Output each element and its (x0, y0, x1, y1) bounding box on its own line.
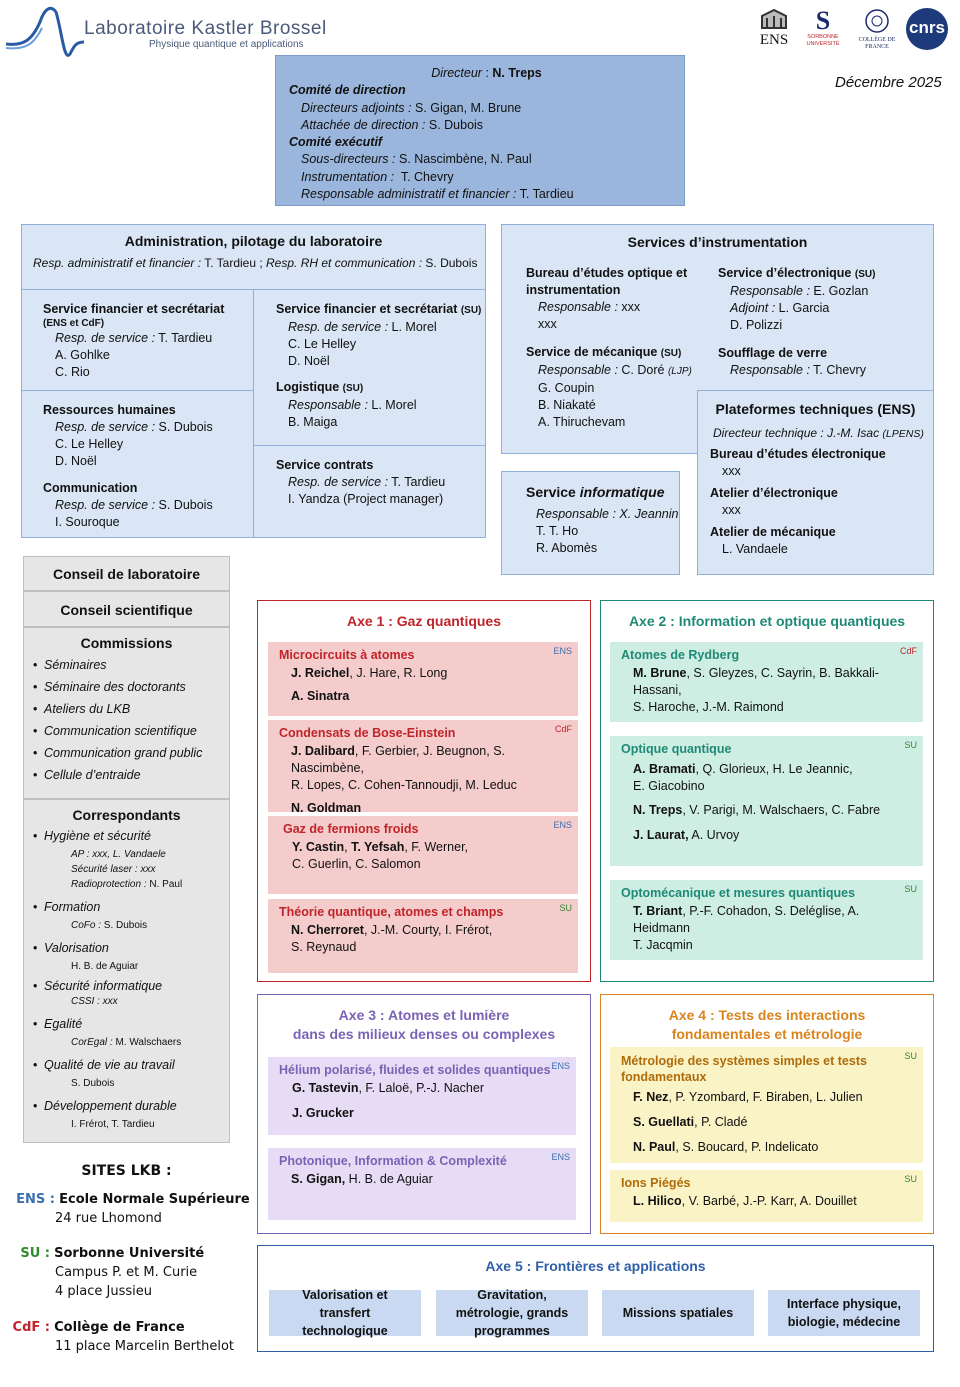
axe3-group-helium: ENS Hélium polarisé, fluides et solides quantiques G. Tastevin, F. Laloë, P.-J. Nacher J. Grucker (268, 1057, 576, 1135)
axe4-box: Axe 4 : Tests des interactions fondamentales et métrologie (600, 994, 934, 1234)
administration-title: Administration, pilotage du laboratoire (124, 233, 383, 249)
administration-resp: Resp. administratif et financier : T. Tardieu ; Resp. RH et communication : S. Dubois (33, 256, 478, 270)
site-ens: ENS : Ecole Normale Supérieure 24 rue Lhomond (16, 1192, 250, 1226)
correspondant-item: • Egalité (24, 1013, 229, 1035)
correspondant-item: • Sécurité informatique (24, 978, 229, 994)
commission-item: • Cellule d’entraide (24, 764, 229, 786)
axe1-box: Axe 1 : Gaz quantiques (257, 600, 591, 982)
conseil-scientifique: Conseil scientifique (23, 591, 230, 627)
comite-direction-heading: Comité de direction (289, 83, 406, 98)
directeurs-adjoints-line: Directeurs adjoints : S. Gigan, M. Brune (301, 100, 522, 115)
director-line: Directeur : N. Treps (431, 66, 542, 80)
commission-item: • Ateliers du LKB (24, 698, 229, 720)
correspondant-item: • Qualité de vie au travail (24, 1054, 229, 1076)
correspondant-item: • Hygiène et sécurité (24, 825, 229, 847)
correspondant-item: • Valorisation (24, 937, 229, 959)
axe2-group-rydberg: CdF Atomes de Rydberg M. Brune, S. Gleyzes, C. Sayrin, B. Bakkali-Hassani, S. Haroche, J.-M. Raimond (610, 642, 923, 722)
comite-executif-heading: Comité exécutif (289, 135, 383, 150)
lab-subtitle: Physique quantique et applications (149, 39, 304, 50)
axe3-group-photonique: ENS Photonique, Information & Complexité S. Gigan, H. B. de Aguiar (268, 1148, 576, 1220)
college-emblem-icon (863, 8, 891, 34)
direction-box (275, 55, 685, 206)
sites-title: SITES LKB : (81, 1163, 172, 1179)
axe4-group-ions-pieges: SU Ions Piégés L. Hilico, V. Barbé, J.-P. Karr, A. Douillet (610, 1170, 923, 1222)
correspondants-box: Correspondants • Hygiène et sécurité AP : xxx, L. Vandaele Sécurité laser : xxx Radioprotection : N. Paul • Formation CoFo : S. Dubois • Valorisation H. B. de Aguiar • Sécurité informatique CSSI : xxx • Egalité CorEgal : M. Walschaers • Qualité de vie au travail S. Dubois • Développement durable I. Frérot, T. Tardieu (23, 799, 230, 1143)
axe1-group-fermions: ENS Gaz de fermions froids Y. Castin, T. Yefsah, F. Werner, C. Guerlin, C. Salomon (268, 816, 578, 894)
commission-item: • Séminaires (24, 654, 229, 676)
correspondant-item: • Développement durable (24, 1095, 229, 1117)
sorbonne-s-icon: S (815, 6, 831, 35)
commission-item: • Communication scientifique (24, 720, 229, 742)
axe1-group-microcircuits: ENS Microcircuits à atomes J. Reichel, J. Hare, R. Long A. Sinatra (268, 642, 578, 716)
site-cdf: CdF : Collège de France 11 place Marcelin Berthelot (12, 1320, 235, 1354)
ens-logo: ENS (756, 8, 792, 47)
admin-divider-right (253, 445, 486, 446)
axe5-gravitation: Gravitation, métrologie, grands programmes (436, 1290, 588, 1336)
partner-logos (756, 8, 950, 54)
axe5-valorisation: Valorisation et transfert technologique (269, 1290, 421, 1336)
correspondant-item: • Formation (24, 896, 229, 918)
axe2-group-optique-quantique: SU Optique quantique A. Bramati, Q. Glorieux, H. Le Jeannic, E. Giacobino N. Treps, V. Parigi, M. Walschaers, C. Fabre J. Laurat, A. Urvoy (610, 736, 923, 866)
sorbonne-logo: S SORBONNE UNIVERSITÉ (800, 8, 846, 48)
college-de-france-logo: COLLÈGE DE FRANCE (854, 8, 900, 51)
service-informatique-box: Service informatique Responsable : X. Jeannin T. T. Ho R. Abomès (501, 471, 680, 575)
admin-divider-left (21, 390, 253, 391)
axe1-group-theorie: SU Théorie quantique, atomes et champs N. Cherroret, J.-M. Courty, I. Frérot, S. Reynaud (268, 899, 578, 973)
ens-building-icon (759, 8, 789, 30)
cnrs-logo: cnrs (906, 8, 948, 50)
instrumentation-line: Instrumentation : T. Chevry (301, 169, 454, 184)
service-electronique: Service d’électronique (SU) Responsable : E. Gozlan Adjoint : L. Garcia D. Polizzi Soufflage de verre Responsable : T. Chevry (718, 266, 876, 377)
axe5-interface-biologie: Interface physique, biologie, médecine (768, 1290, 920, 1336)
resp-admin-line: Responsable administratif et financier : T. Tardieu (301, 187, 574, 202)
axe4-group-metrologie: SU Métrologie des systèmes simples et tests fondamentaux F. Nez, P. Yzombard, F. Biraben, L. Julien S. Guellati, P. Cladé N. Paul, S. Boucard, P. Indelicato (610, 1047, 923, 1163)
commission-item: • Séminaire des doctorants (24, 676, 229, 698)
wave-logo-icon (4, 2, 84, 64)
ressources-humaines: Ressources humaines Resp. de service : S. Dubois C. Le Helley D. Noël Communication Resp. de service : S. Dubois I. Souroque (43, 403, 213, 529)
axe5-missions-spatiales: Missions spatiales (602, 1290, 754, 1336)
attachee-direction-line: Attachée de direction : S. Dubois (301, 117, 484, 132)
axe2-box: Axe 2 : Information et optique quantiques (600, 600, 934, 982)
sous-directeurs-line: Sous-directeurs : S. Nascimbène, N. Paul (301, 152, 532, 167)
plateformes-techniques-box: Plateformes techniques (ENS) Directeur technique : J.-M. Isac (LPENS) Bureau d’études électronique xxx Atelier d’électronique xxx Atelier de mécanique L. Vandaele (697, 390, 934, 575)
document-date: Décembre 2025 (835, 74, 942, 91)
site-su: SU : Sorbonne Université Campus P. et M. Curie 4 place Jussieu (20, 1246, 205, 1299)
service-financier-ens: Service financier et secrétariat (ENS et CdF) Resp. de service : T. Tardieu A. Gohlke C. Rio (43, 302, 225, 379)
conseil-laboratoire: Conseil de laboratoire (23, 556, 230, 591)
service-financier-su: Service financier et secrétariat (SU) Resp. de service : L. Morel C. Le Helley D. Noël Logistique (SU) Responsable : L. Morel B. Maiga (276, 302, 482, 429)
lab-name: Laboratoire Kastler Brossel (84, 18, 327, 39)
bureau-etudes-optique: Bureau d’études optique et instrumentation Responsable : xxx xxx (526, 266, 688, 331)
lkb-logo (4, 2, 327, 64)
commission-item: • Communication grand public (24, 742, 229, 764)
commissions-box: Commissions • Séminaires • Séminaire des doctorants • Ateliers du LKB • Communication scientifique • Communication grand public • Cellule d’entraide (23, 627, 230, 799)
axe5-box: Axe 5 : Frontières et applications (257, 1245, 934, 1352)
axe2-group-optomecanique: SU Optomécanique et mesures quantiques T. Briant, P.-F. Cohadon, S. Deléglise, A. Heidmann T. Jacqmin (610, 880, 923, 960)
axe1-group-bose-einstein: CdF Condensats de Bose-Einstein J. Dalibard, F. Gerbier, J. Beugnon, S. Nascimbène, R. Lopes, C. Cohen-Tannoudji, M. Leduc N. Goldman (268, 720, 578, 812)
admin-vdivider (253, 289, 254, 538)
instrumentation-title: Services d’instrumentation (627, 234, 808, 250)
service-contrats: Service contrats Resp. de service : T. Tardieu I. Yandza (Project manager) (276, 458, 446, 506)
axe3-box: Axe 3 : Atomes et lumière dans des milieux denses ou complexes (257, 994, 591, 1234)
service-mecanique: Service de mécanique (SU) Responsable : C. Doré (LJP) G. Coupin B. Niakaté A. Thiruchevam (526, 345, 692, 429)
